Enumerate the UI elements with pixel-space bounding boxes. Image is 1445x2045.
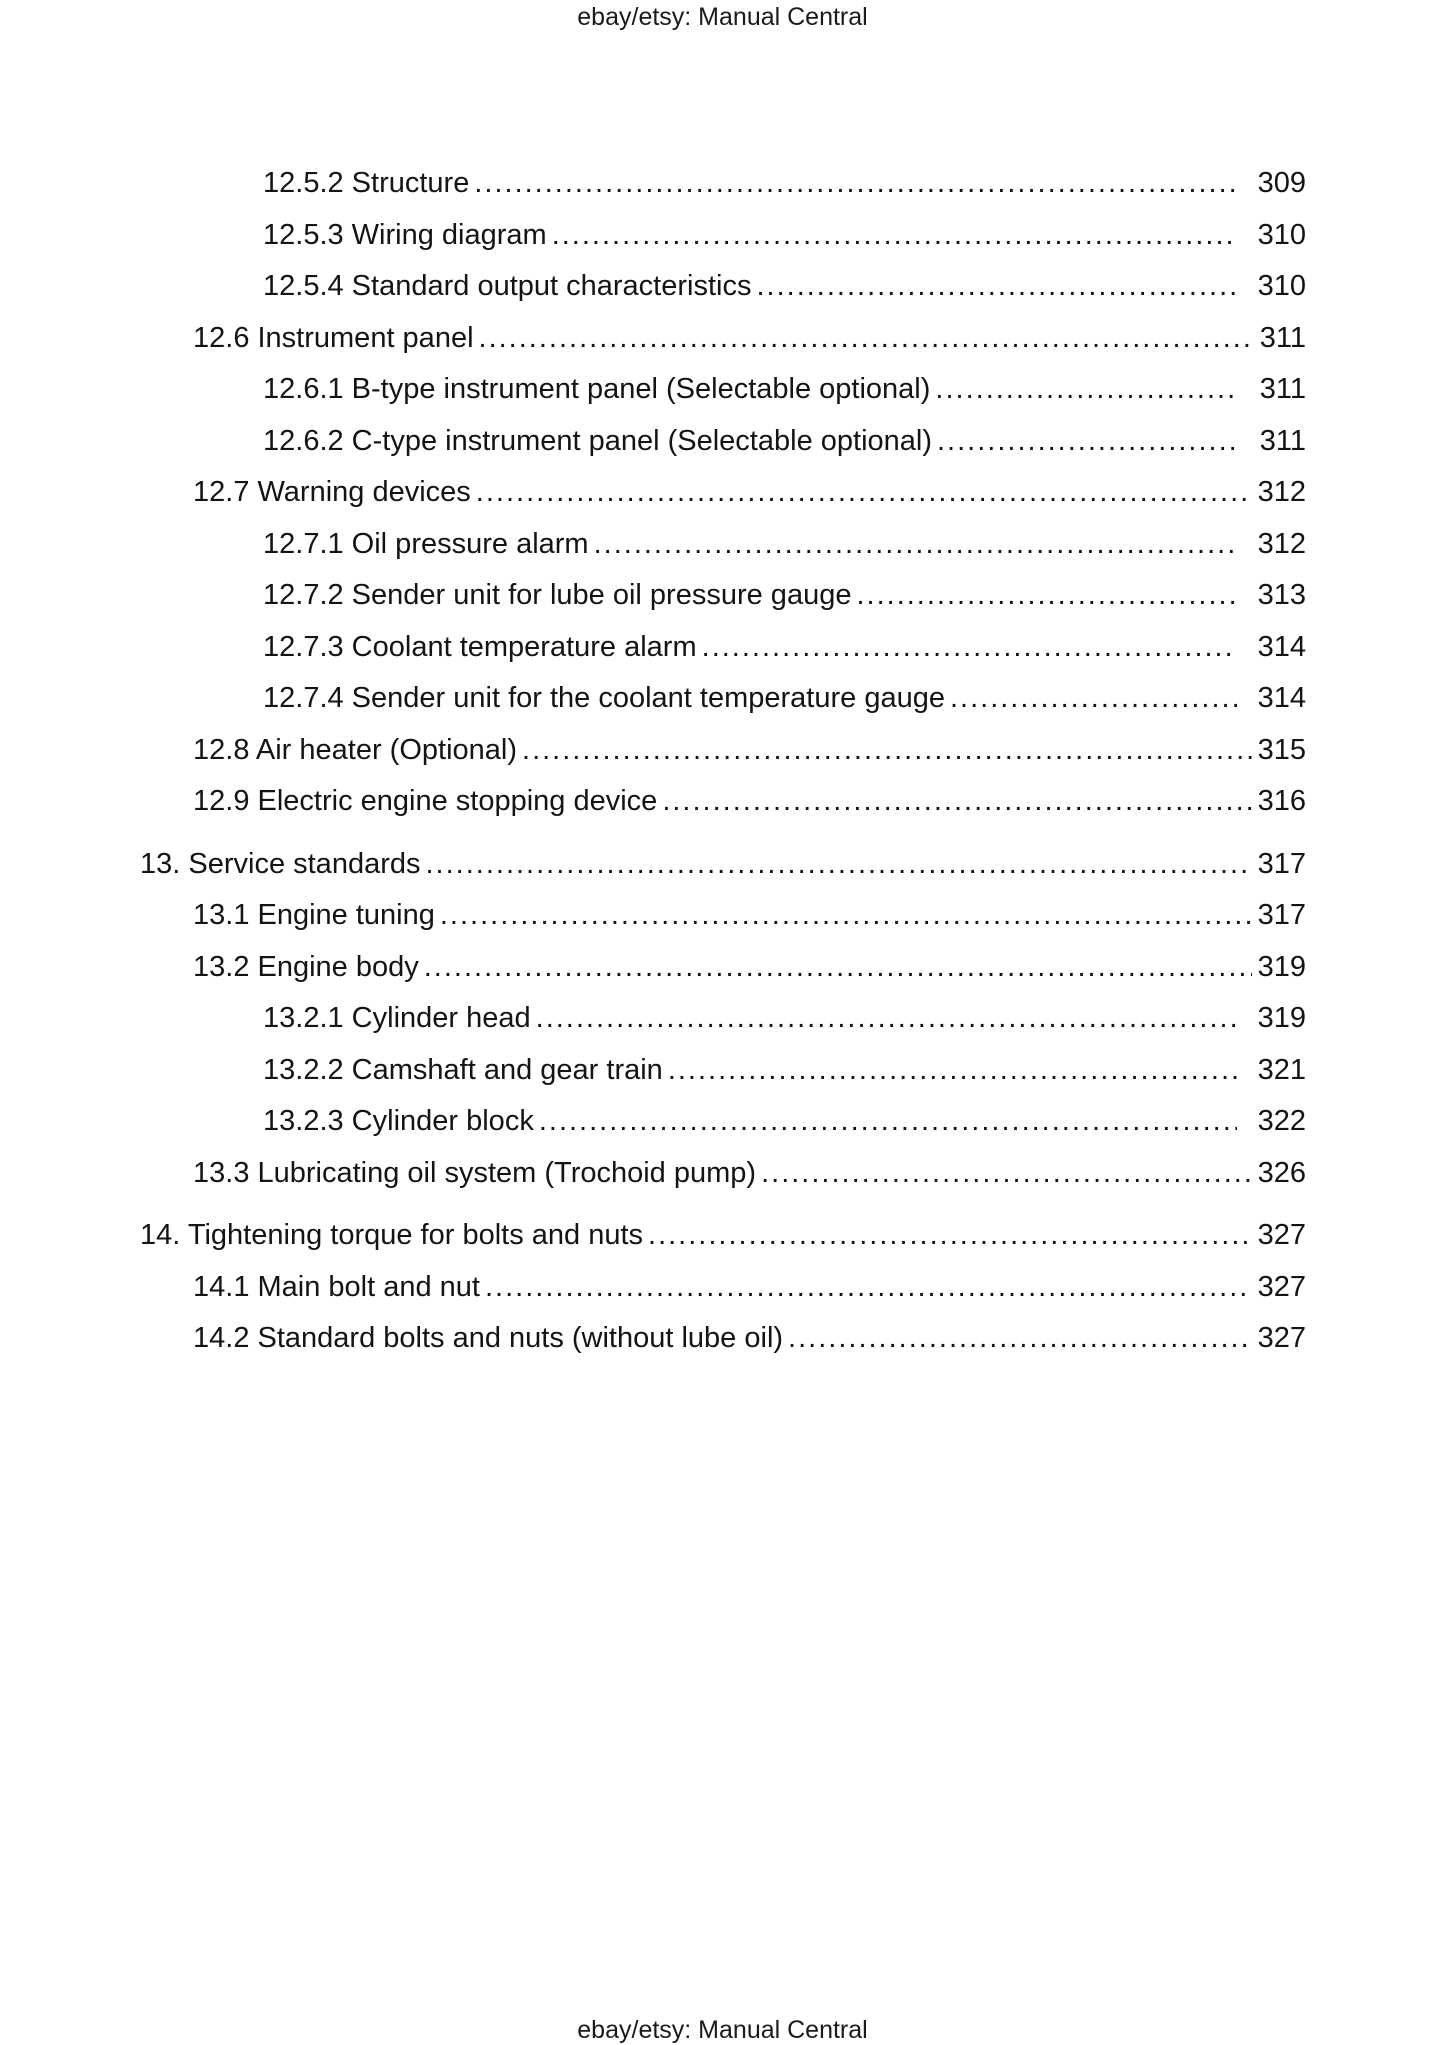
toc-dot-leader xyxy=(935,364,1237,416)
toc-dot-leader xyxy=(440,890,1252,942)
toc-entry-label: 12.5.4 Standard output characteristics xyxy=(263,270,752,302)
toc-entry xyxy=(0,1210,1306,1262)
toc-entry-page: 310 xyxy=(1257,270,1306,302)
toc-entry xyxy=(0,622,1306,674)
toc-entry-page: 327 xyxy=(1257,1270,1306,1303)
toc-dot-leader xyxy=(485,1262,1252,1314)
toc-entry-page: 316 xyxy=(1257,785,1306,817)
toc-entry-page: 311 xyxy=(1259,321,1306,354)
toc-dot-leader xyxy=(761,1148,1252,1200)
toc-entry xyxy=(0,942,1306,994)
toc-entry xyxy=(0,993,1306,1045)
toc-entry-page: 317 xyxy=(1257,847,1306,880)
toc-entry-label: 14.2 Standard bolts and nuts (without lube oil) xyxy=(193,1322,784,1354)
toc-entry xyxy=(0,1096,1306,1148)
toc-entry xyxy=(0,519,1306,571)
toc-dot-leader xyxy=(756,261,1237,313)
toc-entry xyxy=(0,776,1306,828)
toc-dot-leader xyxy=(648,1210,1252,1262)
toc-entry-page: 313 xyxy=(1257,579,1306,611)
toc-entry-label: 13.1 Engine tuning xyxy=(193,899,435,931)
toc-dot-leader xyxy=(856,570,1237,622)
toc-dot-leader xyxy=(536,993,1237,1045)
toc-dot-leader xyxy=(594,519,1237,571)
toc-entry-label: 14. Tightening torque for bolts and nuts xyxy=(140,1219,644,1251)
toc-dot-leader xyxy=(539,1096,1237,1148)
toc-dot-leader xyxy=(425,839,1252,891)
toc-entry-label: 12.6.2 C-type instrument panel (Selectable optional) xyxy=(263,424,932,457)
toc-entry-page: 315 xyxy=(1257,733,1306,766)
toc-entry xyxy=(0,890,1306,942)
toc-entry-page: 314 xyxy=(1257,630,1306,663)
toc-entry-label: 12.7.3 Coolant temperature alarm xyxy=(263,630,697,663)
toc-entry-page: 312 xyxy=(1257,527,1306,560)
header-watermark: ebay/etsy: Manual Central xyxy=(577,3,868,31)
toc-entry-label: 12.5.3 Wiring diagram xyxy=(263,218,547,251)
toc-entry-page: 309 xyxy=(1257,167,1306,199)
toc-entry-page: 322 xyxy=(1257,1105,1306,1137)
toc-entry xyxy=(0,570,1306,622)
toc-entry-label: 13.2 Engine body xyxy=(193,950,419,983)
toc-entry xyxy=(0,467,1306,519)
toc-dot-leader xyxy=(476,467,1252,519)
toc-entry xyxy=(0,1313,1306,1365)
toc-entry-label: 14.1 Main bolt and nut xyxy=(193,1270,480,1303)
toc-entry-label: 12.7 Warning devices xyxy=(193,476,471,508)
toc-entry xyxy=(0,416,1306,468)
footer-watermark: ebay/etsy: Manual Central xyxy=(577,2016,868,2044)
toc-entry-page: 327 xyxy=(1257,1219,1306,1251)
toc-entry xyxy=(0,158,1306,210)
toc-entry-label: 12.7.4 Sender unit for the coolant temperature gauge xyxy=(263,682,945,714)
toc-dot-leader xyxy=(668,1045,1237,1097)
toc-entry-label: 13.3 Lubricating oil system (Trochoid pump) xyxy=(193,1156,757,1189)
toc-dot-leader xyxy=(662,776,1252,828)
toc-entry-page: 319 xyxy=(1257,1002,1306,1034)
toc-entry xyxy=(0,673,1306,725)
toc-entry-page: 327 xyxy=(1257,1322,1306,1354)
toc-entry-page: 319 xyxy=(1257,950,1306,983)
toc-entry-label: 12.8 Air heater (Optional) xyxy=(193,733,518,766)
toc-entry-label: 12.6 Instrument panel xyxy=(193,321,474,354)
toc-dot-leader xyxy=(522,725,1252,777)
toc-dot-leader xyxy=(788,1313,1252,1365)
toc-entry-page: 310 xyxy=(1257,218,1306,251)
table-of-contents xyxy=(0,158,1306,1365)
toc-entry-page: 317 xyxy=(1257,899,1306,931)
toc-entry xyxy=(0,1148,1306,1200)
toc-dot-leader xyxy=(479,313,1252,365)
toc-entry-page: 314 xyxy=(1257,682,1306,714)
toc-entry-label: 12.5.2 Structure xyxy=(263,167,470,199)
toc-entry-page: 311 xyxy=(1259,424,1306,457)
toc-entry-label: 13.2.1 Cylinder head xyxy=(263,1002,531,1034)
toc-entry xyxy=(0,1045,1306,1097)
toc-entry-label: 13. Service standards xyxy=(140,847,421,880)
toc-entry-label: 12.7.1 Oil pressure alarm xyxy=(263,527,589,560)
toc-entry-page: 326 xyxy=(1257,1156,1306,1189)
toc-entry xyxy=(0,364,1306,416)
toc-dot-leader xyxy=(937,416,1237,468)
toc-entry-label: 13.2.3 Cylinder block xyxy=(263,1105,534,1137)
toc-entry-label: 12.9 Electric engine stopping device xyxy=(193,785,658,817)
toc-entry-page: 312 xyxy=(1257,476,1306,508)
toc-entry xyxy=(0,261,1306,313)
toc-entry-label: 13.2.2 Camshaft and gear train xyxy=(263,1053,663,1086)
toc-entry xyxy=(0,313,1306,365)
toc-entry-label: 12.6.1 B-type instrument panel (Selectable optional) xyxy=(263,373,931,405)
toc-dot-leader xyxy=(424,942,1252,994)
toc-entry xyxy=(0,839,1306,891)
toc-dot-leader xyxy=(474,158,1237,210)
toc-entry xyxy=(0,210,1306,262)
toc-entry-page: 321 xyxy=(1257,1053,1306,1086)
toc-dot-leader xyxy=(702,622,1237,674)
toc-entry xyxy=(0,1262,1306,1314)
toc-dot-leader xyxy=(950,673,1237,725)
toc-entry-label: 12.7.2 Sender unit for lube oil pressure gauge xyxy=(263,579,852,611)
toc-entry-page: 311 xyxy=(1259,373,1306,405)
toc-entry xyxy=(0,725,1306,777)
toc-dot-leader xyxy=(552,210,1237,262)
